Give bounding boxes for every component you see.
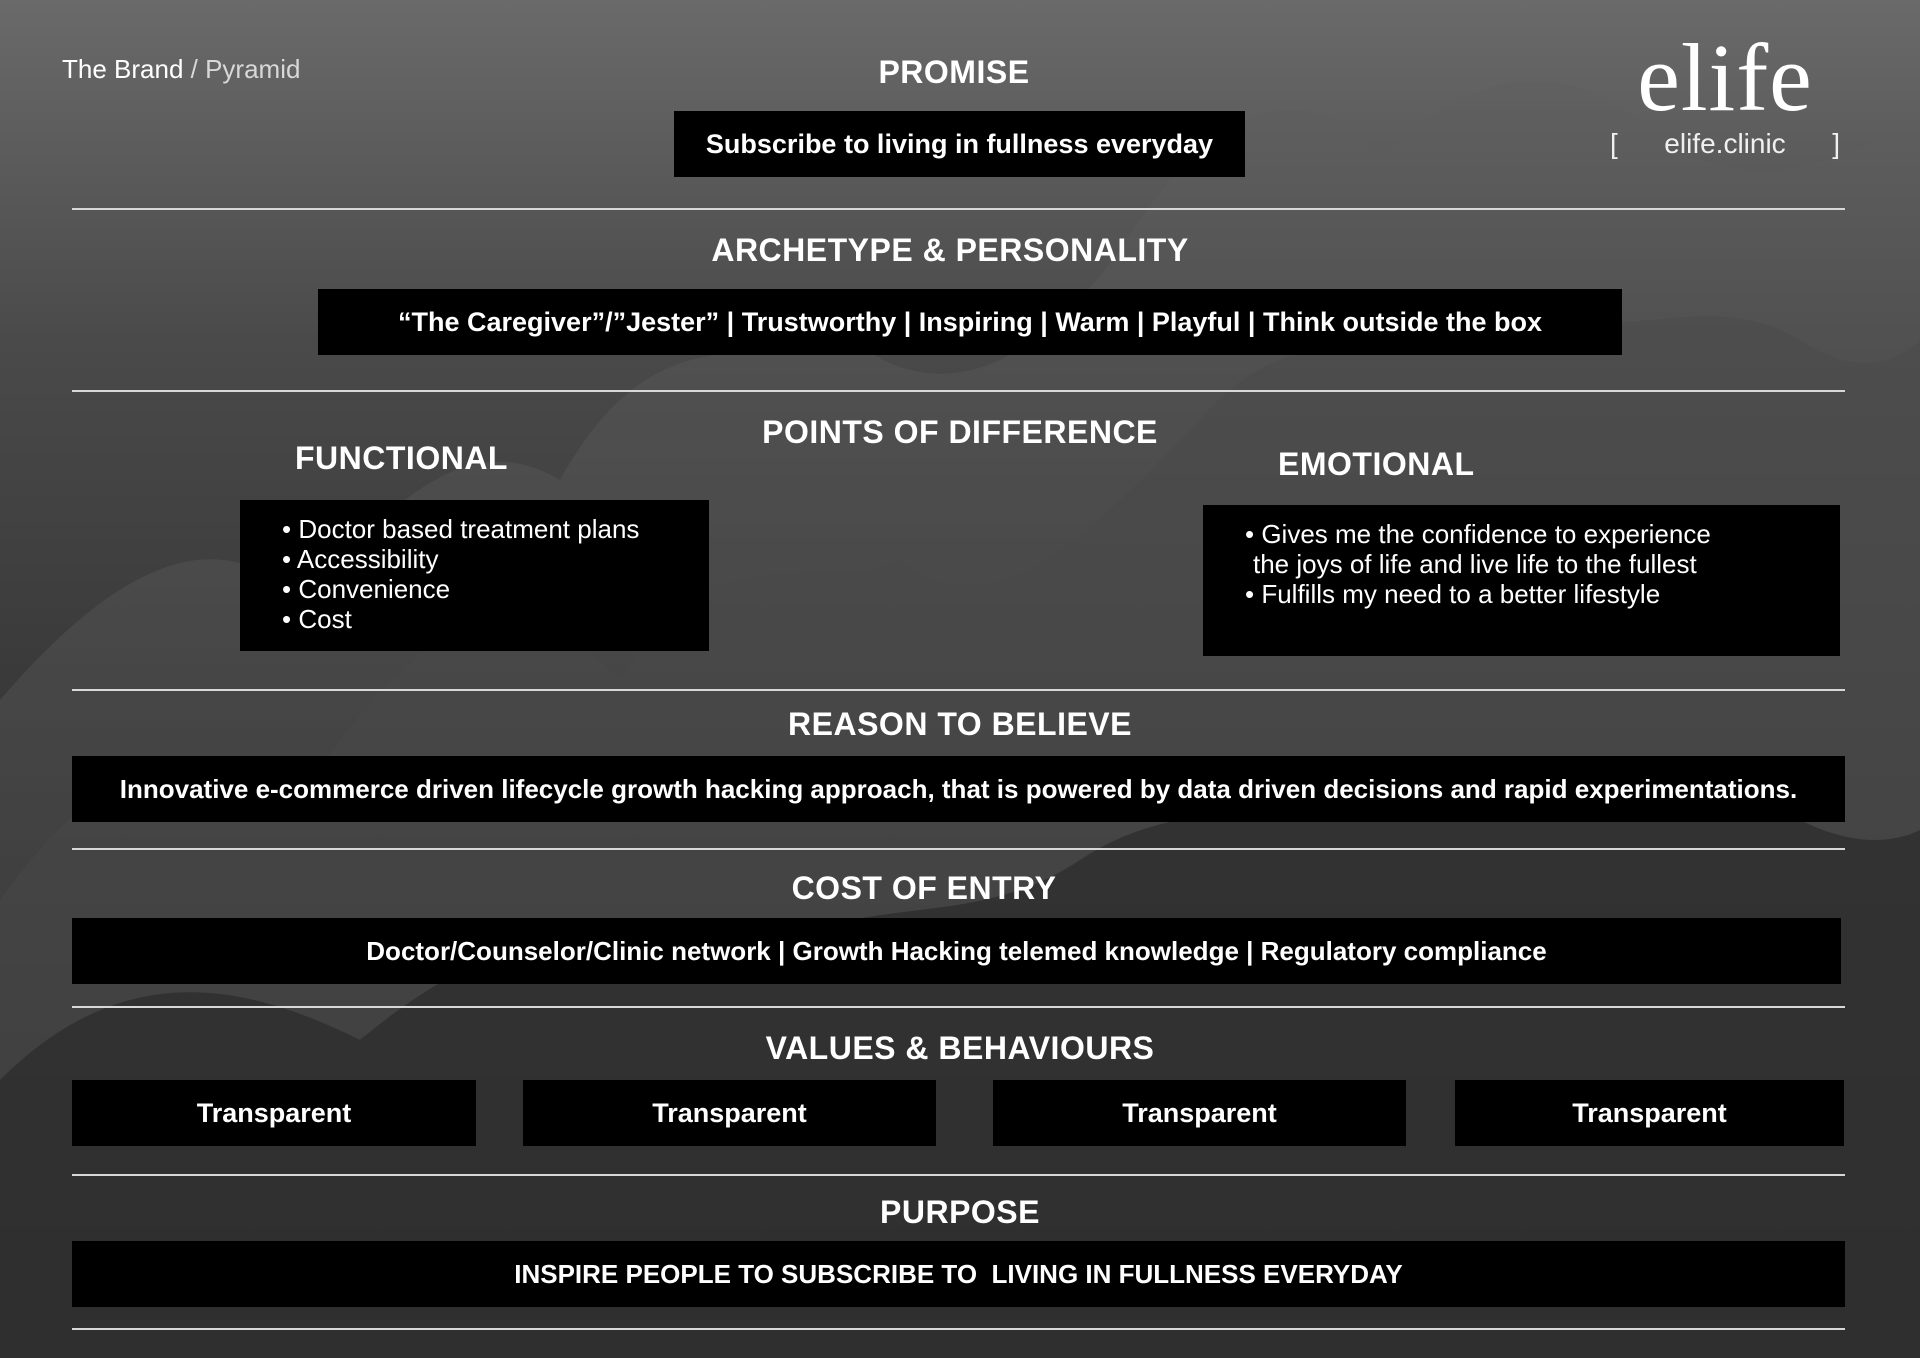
divider bbox=[72, 208, 1845, 210]
emotional-box bbox=[1203, 505, 1840, 656]
value-item bbox=[993, 1080, 1406, 1146]
value-item bbox=[72, 1080, 476, 1146]
cost-of-entry-heading: COST OF ENTRY bbox=[791, 870, 1057, 906]
value-label: Transparent bbox=[196, 1097, 352, 1128]
points-of-difference-heading: POINTS OF DIFFERENCE bbox=[762, 414, 1158, 450]
logo-url: elife.clinic bbox=[1664, 128, 1786, 159]
divider bbox=[72, 1006, 1845, 1008]
functional-item: • Cost bbox=[282, 604, 352, 634]
functional-item: • Accessibility bbox=[282, 544, 439, 574]
divider bbox=[72, 1328, 1845, 1330]
divider bbox=[72, 689, 1845, 691]
emotional-item: • Fulfills my need to a better lifestyle bbox=[1245, 579, 1661, 609]
value-label: Transparent bbox=[1122, 1097, 1277, 1128]
values-heading: VALUES & BEHAVIOURS bbox=[765, 1030, 1155, 1066]
reason-to-believe-text: Innovative e-commerce driven lifecycle growth hacking approach, that is powered by data driven decisions and rapid experimentations. bbox=[119, 773, 1798, 804]
divider bbox=[72, 390, 1845, 392]
purpose-box bbox=[72, 1241, 1845, 1307]
logo-url-line bbox=[1605, 128, 1845, 160]
cost-of-entry-text: Doctor/Counselor/Clinic network | Growth Hacking telemed knowledge | Regulatory compliance bbox=[366, 935, 1547, 966]
value-label: Transparent bbox=[652, 1097, 807, 1128]
value-item bbox=[1455, 1080, 1844, 1146]
purpose-text: INSPIRE PEOPLE TO SUBSCRIBE TO LIVING IN FULLNESS EVERYDAY bbox=[514, 1258, 1403, 1289]
logo-wordmark: elife bbox=[1637, 24, 1813, 131]
functional-item: • Convenience bbox=[282, 574, 451, 604]
functional-box bbox=[240, 500, 709, 651]
archetype-box bbox=[318, 289, 1622, 355]
purpose-heading: PURPOSE bbox=[880, 1194, 1040, 1230]
value-item bbox=[523, 1080, 936, 1146]
reason-to-believe-heading: REASON TO BELIEVE bbox=[788, 706, 1132, 742]
promise-box bbox=[674, 111, 1245, 177]
emotional-item: • Gives me the confidence to experience bbox=[1245, 519, 1711, 549]
promise-text: Subscribe to living in fullness everyday bbox=[705, 128, 1214, 159]
functional-item: • Doctor based treatment plans bbox=[282, 514, 640, 544]
functional-heading: FUNCTIONAL bbox=[295, 440, 508, 476]
reason-to-believe-box bbox=[72, 756, 1845, 822]
archetype-heading: ARCHETYPE & PERSONALITY bbox=[711, 232, 1189, 268]
divider bbox=[72, 1174, 1845, 1176]
breadcrumb-separator: / bbox=[183, 54, 206, 84]
logo-bracket-close: ] bbox=[1832, 128, 1840, 159]
archetype-text: “The Caregiver”/”Jester” | Trustworthy | Inspiring | Warm | Playful | Think outside the box bbox=[398, 306, 1542, 337]
brand-logo bbox=[1605, 24, 1845, 160]
value-label: Transparent bbox=[1572, 1097, 1727, 1128]
breadcrumb-primary: The Brand bbox=[62, 54, 184, 84]
breadcrumb-secondary: Pyramid bbox=[205, 54, 301, 84]
emotional-heading: EMOTIONAL bbox=[1278, 446, 1475, 482]
cost-of-entry-box bbox=[72, 918, 1841, 984]
divider bbox=[72, 848, 1845, 850]
promise-heading: PROMISE bbox=[878, 54, 1030, 90]
breadcrumb bbox=[62, 54, 300, 85]
emotional-item: the joys of life and live life to the fullest bbox=[1253, 549, 1697, 579]
logo-bracket-open: [ bbox=[1610, 128, 1618, 159]
